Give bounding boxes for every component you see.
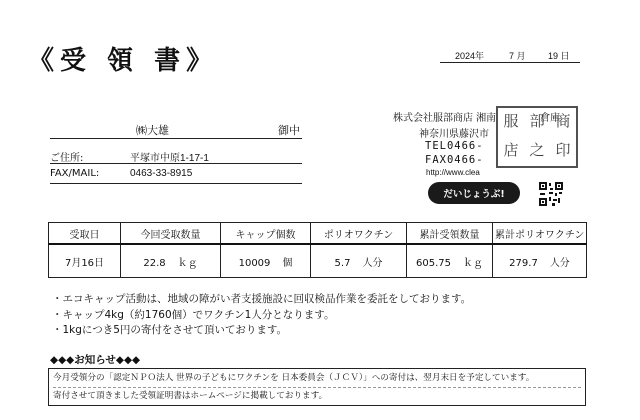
- date-day: 19 日: [548, 51, 570, 61]
- qty-value: 22.8: [143, 257, 166, 269]
- header-polio-vaccine: ポリオワクチン: [311, 223, 407, 245]
- company-seal-stamp: [496, 106, 578, 168]
- cell-qty: [121, 244, 221, 278]
- header-current-qty: 今回受取数量: [121, 223, 221, 245]
- company-name-suffix: 倉庫: [540, 113, 561, 124]
- contact-label: FAX/MAIL:: [50, 168, 100, 179]
- note-item: ・キャップ4kg（約1760個）でワクチン1人分となります。: [52, 308, 335, 321]
- table-row: [49, 244, 587, 278]
- recipient-underline: [50, 138, 302, 139]
- address-value: 平塚市中原1-17-1: [130, 153, 209, 164]
- table-header-row: [49, 223, 587, 245]
- stamp-char: 之: [529, 141, 545, 159]
- document-title: 《受 領 書》: [28, 46, 219, 76]
- cell-total-vaccine: [493, 244, 587, 278]
- date-underline: [440, 62, 580, 63]
- recipient-honorific: 御中: [278, 124, 300, 137]
- vaccine-value: 5.7: [334, 257, 351, 269]
- stamp-char: 店: [503, 141, 519, 159]
- header-total-vaccine: 累計ポリオワクチン: [493, 223, 587, 245]
- company-tel: TEL0466-: [425, 140, 484, 152]
- stamp-char: 印: [555, 141, 571, 159]
- notice-line: 寄付させて頂きました受領証明書はホームページに掲載しております。: [53, 391, 328, 401]
- cell-date: 7月16日: [49, 244, 121, 278]
- recipient-name: ㈱大雄: [136, 124, 169, 137]
- cell-total-qty: [407, 244, 493, 278]
- stamp-char: 服: [503, 112, 519, 130]
- contact-value: 0463-33-8915: [130, 168, 193, 179]
- cell-caps: [221, 244, 311, 278]
- vaccine-unit: 人分: [362, 257, 383, 269]
- company-fax: FAX0466-: [425, 154, 484, 166]
- stamp-char: 部: [529, 112, 545, 130]
- caps-value: 10009: [238, 257, 271, 269]
- logo-text: だいじょうぶ!: [443, 189, 505, 200]
- stamp-char: 商: [555, 112, 571, 130]
- total-qty-value: 605.75: [416, 257, 451, 269]
- header-total-qty: 累計受領数量: [407, 223, 493, 245]
- header-cap-count: キャップ個数: [221, 223, 311, 245]
- notice-line: 今月受領分の「認定ＮＰＯ法人 世界の子どもにワクチンを 日本委員会（ＪＣＶ）」への寄付は、翌月末日を予定しています。: [53, 370, 581, 388]
- notice-heading: ◆◆◆お知らせ◆◆◆: [50, 354, 141, 366]
- total-qty-unit: ｋｇ: [463, 257, 483, 269]
- company-logo: [428, 182, 520, 204]
- header-receive-date: 受取日: [49, 223, 121, 245]
- date-month: 7 月: [509, 51, 526, 61]
- company-name-main: 株式会社服部商店 湘南: [393, 113, 497, 124]
- contact-underline: [50, 183, 302, 184]
- company-url: http://www.clea: [426, 168, 480, 177]
- company-address: 神奈川県藤沢市: [419, 129, 489, 140]
- address-underline: [50, 163, 302, 164]
- total-vaccine-unit: 人分: [549, 257, 570, 269]
- receipt-table: [48, 222, 587, 278]
- note-item: ・1kgにつき5円の寄付をさせて頂いております。: [52, 324, 288, 336]
- caps-unit: 個: [282, 257, 293, 269]
- total-vaccine-value: 279.7: [509, 257, 538, 269]
- qr-code-icon: [538, 181, 564, 207]
- cell-vaccine: [311, 244, 407, 278]
- address-label: ご住所:: [50, 153, 84, 164]
- notice-box: [48, 368, 586, 406]
- note-item: ・エコキャップ活動は、地域の障がい者支援施設に回収検品作業を委託をしております。: [52, 293, 472, 305]
- qty-unit: ｋｇ: [177, 257, 198, 269]
- date-year: 2024年: [455, 51, 485, 61]
- notes-list: [52, 292, 471, 339]
